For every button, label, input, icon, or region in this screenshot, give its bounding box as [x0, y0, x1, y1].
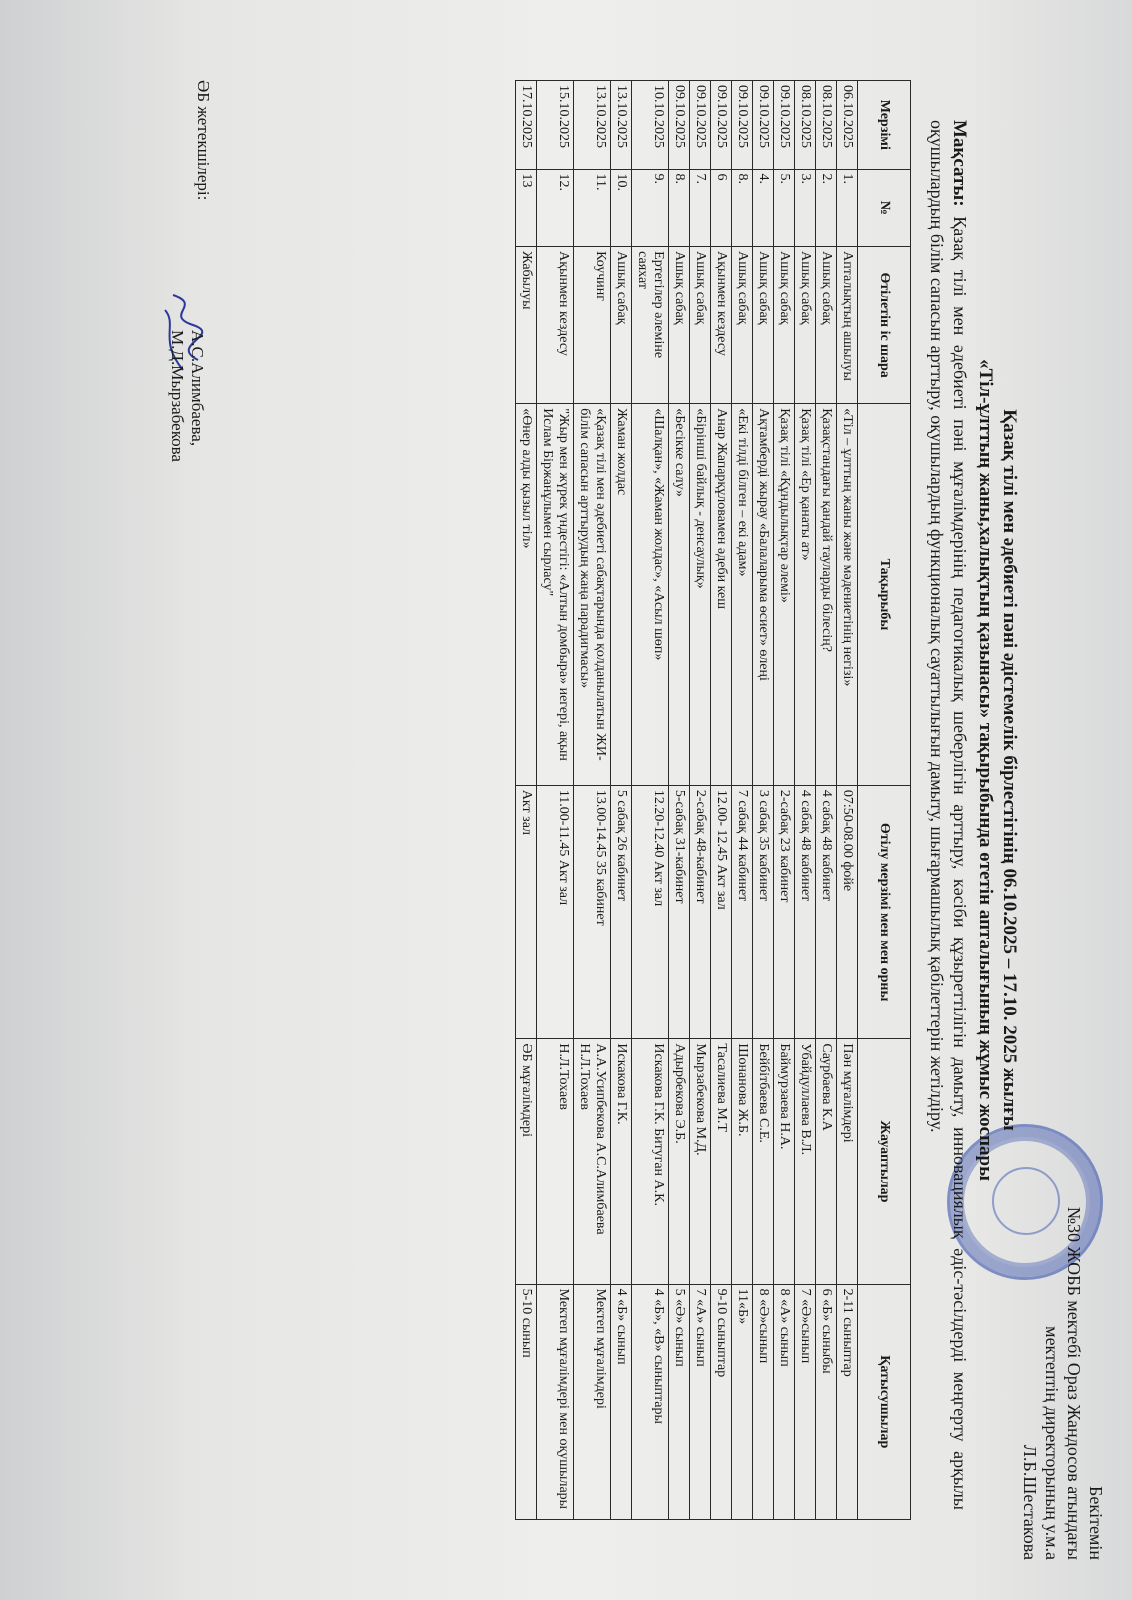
table-row — [711, 81, 732, 1520]
goal-text: Қазақ тілі мен әдебиеті пәні мұғалімдерінің педагогикалық шеберлігін арттыру, кәсіби құзыреттілігін дамыту, инновациялық әдіс-тәсілдерді меңгерту арқылы оқушылардың білім сапасын арттыру, оқушылардың функционалық сауаттылығын дамыту, шығармашылық қабілеттерін жетілдіру. — [927, 120, 970, 1511]
table-header-row — [858, 81, 911, 1520]
table-row — [753, 81, 774, 1520]
table-row — [632, 81, 669, 1520]
table-body — [516, 81, 858, 1520]
footer-label: ӘБ жетекшілері: — [194, 80, 213, 201]
cell-number: 8. — [732, 169, 753, 247]
cell-participants: 7 «А» сынып — [690, 1284, 711, 1519]
cell-responsible: А.А.Усипбекова А.С.Алимбаева Н.Л.Тохаев — [574, 1039, 611, 1284]
cell-number: 1. — [837, 169, 858, 247]
cell-event: Ертегілер әлеміне саяхат — [632, 247, 669, 404]
approval-line-1: Бекітемін — [1086, 1486, 1106, 1560]
cell-time-place: 5-сабақ 31-кабинет — [669, 785, 690, 1039]
cell-event: Ашық сабақ — [690, 247, 711, 404]
cell-responsible: Адырбекова Э.Б. — [669, 1039, 690, 1284]
cell-topic: «Өнер алды қызыл тіл» — [516, 404, 537, 786]
cell-number: 3. — [795, 169, 816, 247]
table-row — [837, 81, 858, 1520]
leader-name-2: М.Д.Мырзабекова — [168, 330, 187, 462]
cell-date: 09.10.2025 — [690, 81, 711, 170]
leader-names — [167, 330, 207, 530]
approval-line-3: мектептің директорының у.м.а — [1042, 1326, 1062, 1560]
cell-date: 13.10.2025 — [574, 81, 611, 170]
cell-number: 6 — [711, 169, 732, 247]
cell-date: 09.10.2025 — [669, 81, 690, 170]
cell-event: Ашық сабақ — [774, 247, 795, 404]
cell-time-place: 12.20-12.40 Акт зал — [632, 785, 669, 1039]
cell-number: 10. — [611, 169, 632, 247]
cell-number: 2. — [816, 169, 837, 247]
cell-number: 7. — [690, 169, 711, 247]
cell-number: 13 — [516, 169, 537, 247]
title-line-2: «Тіл-ұлттың жаны,халықтың қазынасы» тақырыбында өтетін апталығының жұмыс жоспары — [975, 359, 996, 1181]
cell-topic: "Жыр мен жүрек үндестігі: «Алтын домбыра» иегері, ақын Ислам Біржанұлымен сырласу" — [537, 404, 574, 786]
document-title — [973, 80, 1021, 1460]
header-participants: Қатысушылар — [858, 1284, 911, 1519]
table-row — [732, 81, 753, 1520]
cell-date: 09.10.2025 — [753, 81, 774, 170]
table-row — [537, 81, 574, 1520]
cell-date: 17.10.2025 — [516, 81, 537, 170]
cell-topic: «Қазақ тілі мен әдебиеті сабақтарында қолданылатын ЖИ-білім сапасын арттырудың жаңа парадигмасы» — [574, 404, 611, 786]
cell-event: Коучинг — [574, 247, 611, 404]
cell-topic: Жаман жолдас — [611, 404, 632, 786]
cell-topic: Қазақ тілі «Ер қанаты ат» — [795, 404, 816, 786]
table-row — [690, 81, 711, 1520]
cell-time-place: 11.00-11.45 Акт зал — [537, 785, 574, 1039]
cell-responsible: Пән мұғалімдері — [837, 1039, 858, 1284]
cell-time-place: Акт зал — [516, 785, 537, 1039]
cell-responsible: Мырзабекова М.Д. — [690, 1039, 711, 1284]
header-time-place: Өтілу мерзімі мен мен орны — [858, 785, 911, 1039]
header-topic: Тақырыбы — [858, 404, 911, 786]
cell-topic: Анар Жапарқұловамен әдеби кеш — [711, 404, 732, 786]
cell-event: Ақынмен кездесу — [711, 247, 732, 404]
cell-topic: «Бірінші байлық - денсаулық» — [690, 404, 711, 786]
approval-line-4: Л.Б.Шестакова — [1020, 1444, 1040, 1560]
cell-date: 09.10.2025 — [711, 81, 732, 170]
cell-number: 9. — [632, 169, 669, 247]
cell-participants: 5-10 сынып — [516, 1284, 537, 1519]
cell-event: Жабылуы — [516, 247, 537, 404]
cell-participants: 5 «Ә» сынып — [669, 1284, 690, 1519]
table-row — [516, 81, 537, 1520]
leader-name-1: А.С.Алимбаева, — [188, 330, 207, 447]
cell-responsible: Шонанова Ж.Б. — [732, 1039, 753, 1284]
cell-event: Ашық сабақ — [795, 247, 816, 404]
cell-responsible: Н.Л.Тохаев — [537, 1039, 574, 1284]
cell-topic: «Тіл – ұлттың жаны және мәдениетінің негізі» — [837, 404, 858, 786]
cell-number: 11. — [574, 169, 611, 247]
cell-event: Ашық сабақ — [611, 247, 632, 404]
cell-number: 8. — [669, 169, 690, 247]
cell-date: 13.10.2025 — [611, 81, 632, 170]
title-line-1: Қазақ тілі мен әдебиеті пәні әдістемелік бірлестігінің 06.10.2025 – 17.10. 2025 жылғы — [999, 409, 1020, 1131]
footer-signatures — [168, 80, 213, 462]
cell-participants: 9-10 сыныптар — [711, 1284, 732, 1519]
cell-participants: 7 «Ә»сынып — [795, 1284, 816, 1519]
cell-responsible: Бейбітбаева С.Е. — [753, 1039, 774, 1284]
cell-participants: 6 «Б» сыныбы — [816, 1284, 837, 1519]
cell-date: 08.10.2025 — [795, 81, 816, 170]
cell-date: 08.10.2025 — [816, 81, 837, 170]
cell-time-place: 07:50-08.00 фойе — [837, 785, 858, 1039]
cell-event: Апталықтың ашылуы — [837, 247, 858, 404]
cell-time-place: 5 сабақ 26 кабинет — [611, 785, 632, 1039]
cell-number: 4. — [753, 169, 774, 247]
cell-responsible: ӘБ мұғалімдері — [516, 1039, 537, 1284]
cell-time-place: 13.00-14.45 35 кабинет — [574, 785, 611, 1039]
cell-participants: 2-11 сыныптар — [837, 1284, 858, 1519]
cell-event: Ақынмен кездесу — [537, 247, 574, 404]
cell-date: 09.10.2025 — [774, 81, 795, 170]
cell-participants: Мектеп мұғалімдері мен оқушылары — [537, 1284, 574, 1519]
cell-topic: Қазақстандағы қандай тауларды білесің? — [816, 404, 837, 786]
table-row — [574, 81, 611, 1520]
cell-date: 15.10.2025 — [537, 81, 574, 170]
cell-topic: Қазақ тілі «Құндылықтар әлемі» — [774, 404, 795, 786]
table-row — [611, 81, 632, 1520]
cell-event: Ашық сабақ — [669, 247, 690, 404]
cell-topic: «Шалқан», «Жаман жолдас», «Асыл шөп» — [632, 404, 669, 786]
cell-participants: 4 «Б», «В» сыныптары — [632, 1284, 669, 1519]
cell-time-place: 12.00- 12.45 Акт зал — [711, 785, 732, 1039]
header-number: № — [858, 169, 911, 247]
cell-participants: 8 «А» сынып — [774, 1284, 795, 1519]
cell-time-place: 4 сабақ 48 кабинет — [816, 785, 837, 1039]
cell-number: 12. — [537, 169, 574, 247]
cell-event: Ашық сабақ — [816, 247, 837, 404]
header-date: Мерзімі — [858, 81, 911, 170]
cell-time-place: 2-сабақ 48-кабинет — [690, 785, 711, 1039]
cell-event: Ашық сабақ — [753, 247, 774, 404]
cell-topic: «Екі тілді білген – екі адам» — [732, 404, 753, 786]
goal-label: Мақсаты: — [949, 120, 970, 207]
cell-participants: 8 «Ә»сынып — [753, 1284, 774, 1519]
table-row — [774, 81, 795, 1520]
cell-participants: 4 «Б» сынып — [611, 1284, 632, 1519]
cell-date: 09.10.2025 — [732, 81, 753, 170]
table-row — [816, 81, 837, 1520]
table-row — [795, 81, 816, 1520]
cell-topic: Ақтамберді жырау «Балаларыма өсиет» өлеңі — [753, 404, 774, 786]
cell-responsible: Искакова Г.К. — [611, 1039, 632, 1284]
cell-time-place: 3 сабақ 35 кабинет — [753, 785, 774, 1039]
cell-responsible: Убайдуллаева В.Л. — [795, 1039, 816, 1284]
cell-participants: Мектеп мұғалімдері — [574, 1284, 611, 1519]
cell-number: 5. — [774, 169, 795, 247]
cell-time-place: 2-сабақ 23 кабинет — [774, 785, 795, 1039]
cell-responsible: Искакова Г.К. Битуган А.К. — [632, 1039, 669, 1284]
cell-responsible: Саурбаева К.А — [816, 1039, 837, 1284]
approval-line-2: №30 ЖОББ мектебі Ораз Жандосов атындағы — [1064, 1206, 1084, 1560]
table-row — [669, 81, 690, 1520]
cell-topic: «Бесікке салу» — [669, 404, 690, 786]
cell-responsible: Баймурзаева Н.А. — [774, 1039, 795, 1284]
cell-participants: 11«Б» — [732, 1284, 753, 1519]
cell-responsible: Тасалиева М.Т — [711, 1039, 732, 1284]
header-event: Өтілетін іс шара — [858, 247, 911, 404]
cell-time-place: 4 сабақ 48 кабинет — [795, 785, 816, 1039]
approval-block — [1019, 1200, 1107, 1560]
cell-time-place: 7 сабақ 44 кабинет — [732, 785, 753, 1039]
cell-event: Ашық сабақ — [732, 247, 753, 404]
rotated-document-page — [11, 20, 1121, 1580]
cell-date: 06.10.2025 — [837, 81, 858, 170]
header-responsible: Жауаптылар — [858, 1039, 911, 1284]
goal-paragraph — [926, 120, 971, 1510]
cell-date: 10.10.2025 — [632, 81, 669, 170]
plan-table — [515, 80, 911, 1520]
